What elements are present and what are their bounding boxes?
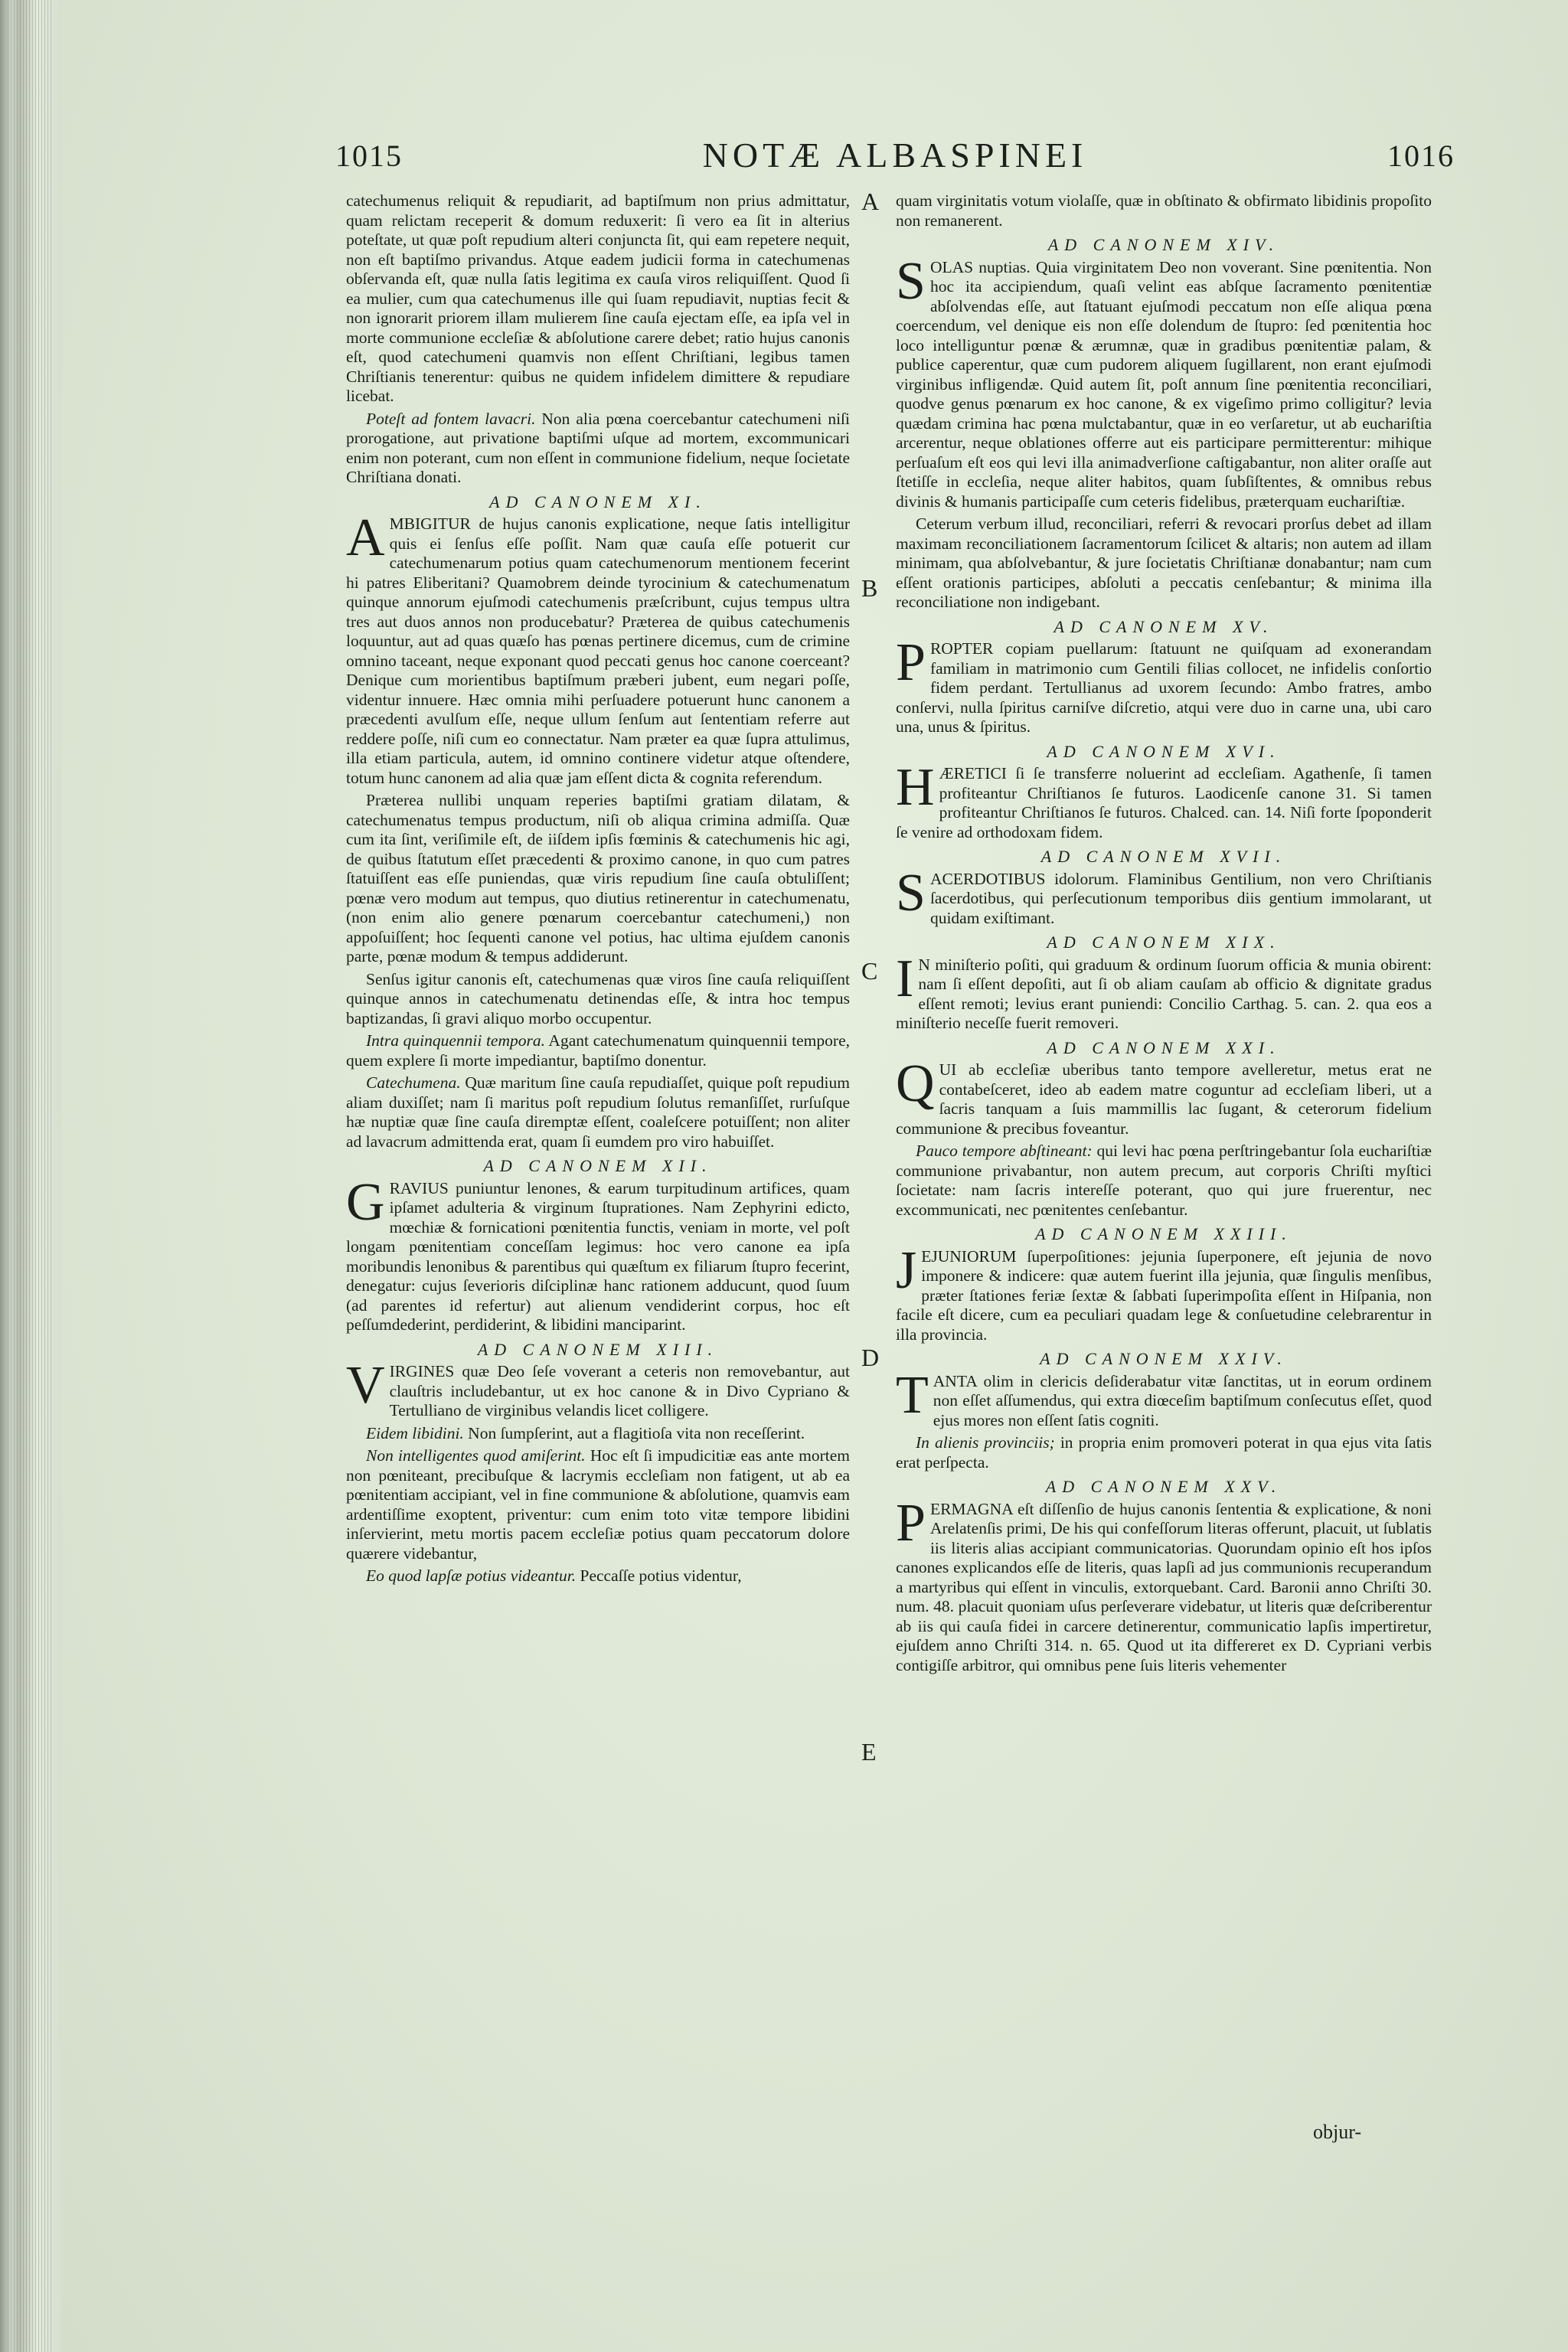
paragraph [896, 1433, 1432, 1472]
paragraph [346, 1172, 850, 1335]
page-header [335, 138, 1455, 184]
catchword: objur- [1313, 2121, 1362, 2143]
paragraph-text: Non ſumpſerint, aut a flagitioſa vita non receſſerint. [468, 1423, 805, 1442]
paragraph-text: ACERDOTIBUS idolorum. Flaminibus Gentilium, non vero Chriſtianis ſacerdotibus, qui perſecutionum temporibus diis gentium immolarant, ut quidam exiſtimant. [929, 869, 1432, 927]
lemma: Catechumena. [366, 1073, 461, 1092]
paragraph [896, 251, 1432, 512]
paragraph [896, 1054, 1432, 1138]
paragraph-text: ÆRETICI ſi ſe transferre noluerint ad eccleſiam. Agathenſe, ſi tamen profiteantur Chriſtianos ſe futuros. Laodicenſe canone 31. Si tamen profiteantur Chriſtianos ſe futuros. Chalced. can. 14. Niſi forte ſpoponderit ſe venire ad orthodoxam fidem. [896, 764, 1432, 841]
lemma: In alienis provinciis; [916, 1433, 1055, 1452]
section-heading: AD CANONEM XXIV. [1040, 1349, 1288, 1368]
paragraph-text: ROPTER copiam puellarum: ſtatuunt ne quiſquam ad exonerandam familiam in matrimonio cum Gentili filias collocet, ne infidelis conſortio fidem perdant. Tertullianus ad uxorem ſecundo: Ambo fratres, ambo conſervi, nulla ſpiritus carniſve diſcretio, atqui vere duo in carne una, ubi caro una, unus & ſpiritus. [896, 639, 1432, 736]
paragraph-text: Quæ maritum ſine cauſa repudiaſſet, quique poſt repudium aliam duxiſſet; nam ſi maritus poſt repudium ſolutus remanſiſſet, rurſuſque hæ nuptiæ quæ ſine cauſa diremptæ eſſent, coaleſcere potuiſſent; non aliter ad lavacrum admittenda erat, quam ſi eumdem pro viro habuiſſet. [346, 1073, 850, 1151]
drop-cap: A [346, 508, 385, 567]
paragraph-text: qui levi hac pœna perſtringebantur ſola euchariſtiæ communione privabantur, non autem precum, aut corporis Chriſti myſtici ſocietate: nam ſacris intereſſe poterant, quo qui jure fruerentur, nec excommunicati, nec pœnitentes cenſebantur. [896, 1142, 1432, 1219]
paragraph-text: ANTA olim in clericis deſiderabatur vitæ ſanctitas, ut in eorum ordinem non eſſet aſſumendus, qui extra diœceſim baptiſmum conſecutus eſſet, quod ejus mores non eſſent ſatis cogniti. [933, 1371, 1432, 1429]
paragraph-text: MBIGITUR de hujus canonis explicatione, neque ſatis intelligitur quis ei ſenſus eſſe poſſit. Nam quæ cauſa eſſe potuerit cur catechumenarum potius quam catechumenorum mentionem fecerint hi patres Eliberitani? Quamobrem deinde tyrocinium & catechumenatum quinque annorum ejuſmodi catechumenis præſcribunt, cujus tempus ultra tres aut duos annos non producebatur? Præterea de quibus catechumenis loquuntur, aut ad quas quæſo has pœnas pertinere dicemus, cum de crimine omnino taceant, neque exponant quod peccati genus hoc canone coerceant? Denique cum morientibus baptiſmum præberi jubent, eum negari poſſe, videntur innuere. Hæc omnia mihi perſuadere potuerunt hunc canonem a præcedenti avulſum eſſe, neque ullum ſenſum aut ſententiam referre aut reddere poſſe, niſi cum eo connectatur. Nam præter ea quæ ſupra attulimus, illa etiam particula, autem, id omnino continere videtur atque oſtendere, totum hunc canonem ad alia quæ jam eſſent dicta & cognita referendum. [346, 514, 850, 787]
margin-letter-a: A [861, 188, 880, 215]
paragraph [896, 1240, 1432, 1345]
paragraph-text: Hoc eſt ſi impudicitiæ eas ante mortem non pœniteant, precibuſque & lacrymis eccleſiam non fatigent, ut ab ea pœnitentiam accipiant, vel in fine communione & abſolutione, quamvis eam ardentiſſime exoptent, priventur: cum enim toto vitæ tempore libidini inſervierint, metu mortis pacem eccleſiæ potius quam peccatorum dolore quærere videbantur, [346, 1446, 850, 1563]
page-number-right: 1016 [1387, 139, 1455, 173]
section-heading: AD CANONEM XI. [489, 492, 707, 511]
section-heading: AD CANONEM XXI. [1047, 1037, 1281, 1057]
lemma: Eidem libidini. [366, 1423, 464, 1442]
paragraph [896, 949, 1432, 1034]
section-heading: AD CANONEM XV. [1054, 616, 1274, 636]
section-heading: AD CANONEM XIV. [1047, 235, 1280, 254]
page-number-left: 1015 [335, 139, 403, 173]
drop-cap: V [346, 1356, 385, 1415]
paragraph [896, 863, 1432, 929]
left-column [346, 191, 850, 1589]
paragraph [896, 1365, 1432, 1431]
paragraph [346, 1356, 850, 1421]
section-heading: AD CANONEM XIX. [1047, 933, 1281, 952]
drop-cap: P [896, 633, 926, 692]
lemma: Non intelligentes quod amiſerint. [366, 1446, 586, 1465]
paragraph-text: IRGINES quæ Deo ſeſe voverant a ceteris non removebantur, aut clauſtris includebantur, ut ex hoc canone & in Divo Cypriano & Tertulliano de virginibus velandis licet colligere. [389, 1362, 850, 1419]
paragraph [346, 1073, 850, 1152]
drop-cap: G [346, 1172, 385, 1232]
paragraph-text: in propria enim promoveri poterat in qua ejus vita ſatis erat perſpecta. [896, 1433, 1432, 1472]
section-heading: AD CANONEM XVI. [1047, 741, 1281, 761]
paragraph-text: Agant catechumenatum quinquennii tempore, quem explere ſi morte impediantur, baptiſmo donentur. [346, 1031, 850, 1070]
drop-cap: T [896, 1365, 929, 1425]
drop-cap: S [896, 863, 926, 923]
right-column [896, 191, 1432, 1678]
paragraph-text: EJUNIORUM ſuperpoſitiones: jejunia ſuperponere, eſt jejunia de novo imponere & indicere: quæ autem fuerint illa jejunia, quæ ſingulis menſibus, præter ſtationes feriæ ſextæ & ſabbati ſuperimpoſita eſſent in Hiſpania, non facile eſt dicere, cum ea peculiari quadam lege & conſuetudine celebrarentur in illa provincia. [896, 1246, 1432, 1344]
paragraph-text: UI ab eccleſiæ uberibus tanto tempore avelleretur, metus erat ne contabeſceret, ideo ab eadem matre coguntur ad eccleſiam liberi, ut a ſacris tanquam a ſuis mammillis lac ſugant, & ceterorum fidelium communione & precibus foveantur. [896, 1060, 1432, 1138]
paragraph [346, 410, 850, 488]
drop-cap: P [896, 1493, 926, 1553]
paragraph [896, 758, 1432, 842]
section-heading: AD CANONEM XVII. [1040, 847, 1287, 866]
paragraph-text: RAVIUS puniuntur lenones, & earum turpitudinum artifices, quam ipſamet adulteria & virginum ſtuprationes. Nam Zephyrini edicto, mœchiæ & fornicationi pœnitentia functis, veniam in morte, vel poſt longam pœnitentiam conceſſam legimus: hoc vero canone ea ipſa moribundis lenonibus & parentibus qui quæſtum ex filiarum ſtupro fecerint, denegatur: cujus ſeverioris diſciplinæ hanc rationem adducunt, quod ſuum (ad parentes id refertur) aut alienum vendiderint corpus, hoc eſt peſſumdederint, perdiderint, & libidini manciparint. [346, 1178, 850, 1334]
paragraph: Senſus igitur canonis eſt, catechumenas quæ viros ſine cauſa reliquiſſent quinque annos in catechumenatu detinendas eſſe, & intra hoc tempus baptizandas, ſi gravi aliquo morbo occupentur. [346, 969, 850, 1027]
paragraph: quam virginitatis votum violaſſe, quæ in obſtinato & obfirmato libidinis propoſito non remanerent. [896, 191, 1432, 230]
paragraph [896, 633, 1432, 737]
drop-cap: H [896, 758, 935, 817]
paragraph-text: ERMAGNA eſt diſſenſio de hujus canonis ſententia & explicatione, & noni Arelatenſis primi, De his qui confeſſorum literas offerunt, placuit, ut ſublatis iis literis alias accipiant communicatorias. Quorundam opinio eſt hos ipſos canones explicandos eſſe de literis, quas lapſi ad jus communionis recuperandum a martyribus qui eſſent in vinculis, extorquebant. Card. Baronii anno Chriſti 30. num. 48. placuit quoniam uſus perſeverare videbatur, ut literis quæ deſcriberentur ab iis qui cauſa fidei in carcere detinerentur, communicatio lapſis impertiretur, ejuſdem anno Chriſti 314. n. 65. Quod ut ita differeret ex D. Cypriani verbis contigiſſe arbitror, qui omnibus pene ſuis literis vehementer [896, 1499, 1432, 1674]
paragraph-text: Non alia pœna coercebantur catechumeni niſi prorogatione, aut privatione baptiſmi uſque ad mortem, excommunicari enim non poterant, cum non eſſent in communione fidelium, neque ſocietate Chriſtiana donati. [346, 409, 850, 486]
lemma: Pauco tempore abſtineant: [916, 1142, 1093, 1160]
drop-cap: S [896, 251, 926, 311]
running-title: NOTÆ ALBASPINEI [702, 136, 1088, 175]
paragraph: catechumenus reliquit & repudiarit, ad baptiſmum non prius admittatur, quam relictam receperit & domum reduxerit: ſi vero ea ſit in alterius poteſtate, ut quæ poſt repudium alteri conjuncta ſit, qui eam repetere nequit, non eſt baptiſmo privandus. Atque eadem judicii forma in catechumenas obſervanda eſt, quæ nulla ſatis legitima ex cauſa viros reliquiſſent. Quod ſi ea mulier, cum qua catechumenus ille qui ſuam repudiavit, nuptias fecit & non ignorarit priorem illam mulierem ſine cauſa ejectam eſſe, ea ipſa vel in morte communione eccleſiæ & abſolutione carere debet; ratio hujus canonis eſt, quod catechumeni quamvis non eſſent Chriſtiani, legibus tamen Chriſtianis tenerentur: quibus ne quidem infidelem dimittere & repudiare licebat. [346, 191, 850, 405]
paragraph [346, 1424, 850, 1444]
paragraph: Ceterum verbum illud, reconciliari, referri & revocari prorſus debet ad illam maximam reconciliationem ſacramentorum ſcilicet & altaris; non autem ad illam minimam, qua abſolvebantur, & jure ſocietatis Chriſtianæ donabantur; nam cum eſſent orationis participes, abſoluti a peccatis cenſebantur; & minima illa reconciliatione non indigebant. [896, 514, 1432, 611]
drop-cap: I [896, 949, 914, 1008]
margin-letter-b: B [861, 574, 878, 602]
paragraph [896, 1142, 1432, 1220]
paragraph-text: OLAS nuptias. Quia virginitatem Deo non voverant. Sine pœnitentia. Non hoc ita accipiendum, quaſi velint eas abſque ſacramento pœnitentiæ abſolvendas eſſe, aut ſtatuant ejuſmodi peccatum non eſſe aliqua pœna coercendum, vel denique eis non eſſe dolendum de ſtupro: ſed pœnitentia hoc loco intelliguntur pœnæ & ærumnæ, quæ in gradibus pœnitentiæ palam, & publice caperentur, quæ cum pudorem aliquem ſugillarent, non erant ejuſmodi virginibus infligendæ. Quid autem ſit, poſt annum ſine pœnitentia reconciliari, quodve genus pœnarum ex hoc canone, & ex vigeſimo primo colligitur? levia quædam crimina hac pœna mulctabantur, quæ in eo verſaretur, ut ab euchariſtia arcerentur, neque oblationes offerre aut eis participare permitterentur: mihique perſuaſum eſt eos qui levi illa animadverſione caſtigabantur, non aliter oraſſe aut ſtetiſſe in eccleſia, neque aliter habitos, quam ſubſiſtentes, & omnibus rebus divinis & humanis participaſſe cum ceteris fidelibus, præterquam euchariſtiæ. [896, 257, 1432, 511]
paragraph [896, 1493, 1432, 1676]
margin-letter-c: C [861, 957, 878, 985]
lemma: Intra quinquennii tempora. [366, 1031, 545, 1050]
lemma: Poteſt ad fontem lavacri. [366, 409, 536, 428]
section-heading: AD CANONEM XII. [483, 1156, 713, 1175]
paragraph [346, 1446, 850, 1563]
drop-cap: Q [896, 1054, 935, 1113]
page-edge [0, 0, 61, 2352]
paragraph: Præterea nullibi unquam reperies baptiſmi gratiam dilatam, & catechumenatus tempus productum, niſi ob aliqua crimina admiſſa. Quæ cum ita ſint, veriſimile eſt, de iiſdem ipſis fœminis & catechumenis hic agi, de quibus ſtatutum eſſet præcedenti & proximo canone, in quo cum patres ſtatuiſſent eas eſſe puniendas, quæ viris repudium ſine cauſa obtuliſſent; pœnæ vero modum aut tempus, quo diutius retinerentur in catechumenatu, (non enim alio genere pœnarum coercebantur catechumeni,) non appoſuiſſent; hoc ſequenti canone vel potius, hac ultima ejuſdem canonis parte, pœnæ modum & tempus addiderunt. [346, 791, 850, 965]
section-heading: AD CANONEM XXV. [1045, 1477, 1282, 1496]
section-heading: AD CANONEM XIII. [477, 1339, 719, 1359]
section-heading: AD CANONEM XXIII. [1035, 1224, 1292, 1243]
paragraph [346, 1031, 850, 1070]
lemma: Eo quod lapſæ potius videantur. [366, 1566, 577, 1585]
paragraph-text: Peccaſſe potius videntur, [580, 1566, 742, 1585]
margin-letter-d: D [861, 1344, 880, 1371]
drop-cap: J [896, 1240, 917, 1300]
paragraph [346, 1566, 850, 1586]
paragraph-text: N miniſterio poſiti, qui graduum & ordinum ſuorum officia & munia obirent: nam ſi eſſent depoſiti, aut ſi ob aliam cauſam ab officio & dignitate gradus eſſent remoti; levius erant puniendi: Concilio Carthag. 5. can. 2. qua eos a miniſterio neceſſe fuerit removeri. [896, 955, 1432, 1032]
margin-letter-e: E [861, 1738, 877, 1766]
paragraph [346, 508, 850, 788]
